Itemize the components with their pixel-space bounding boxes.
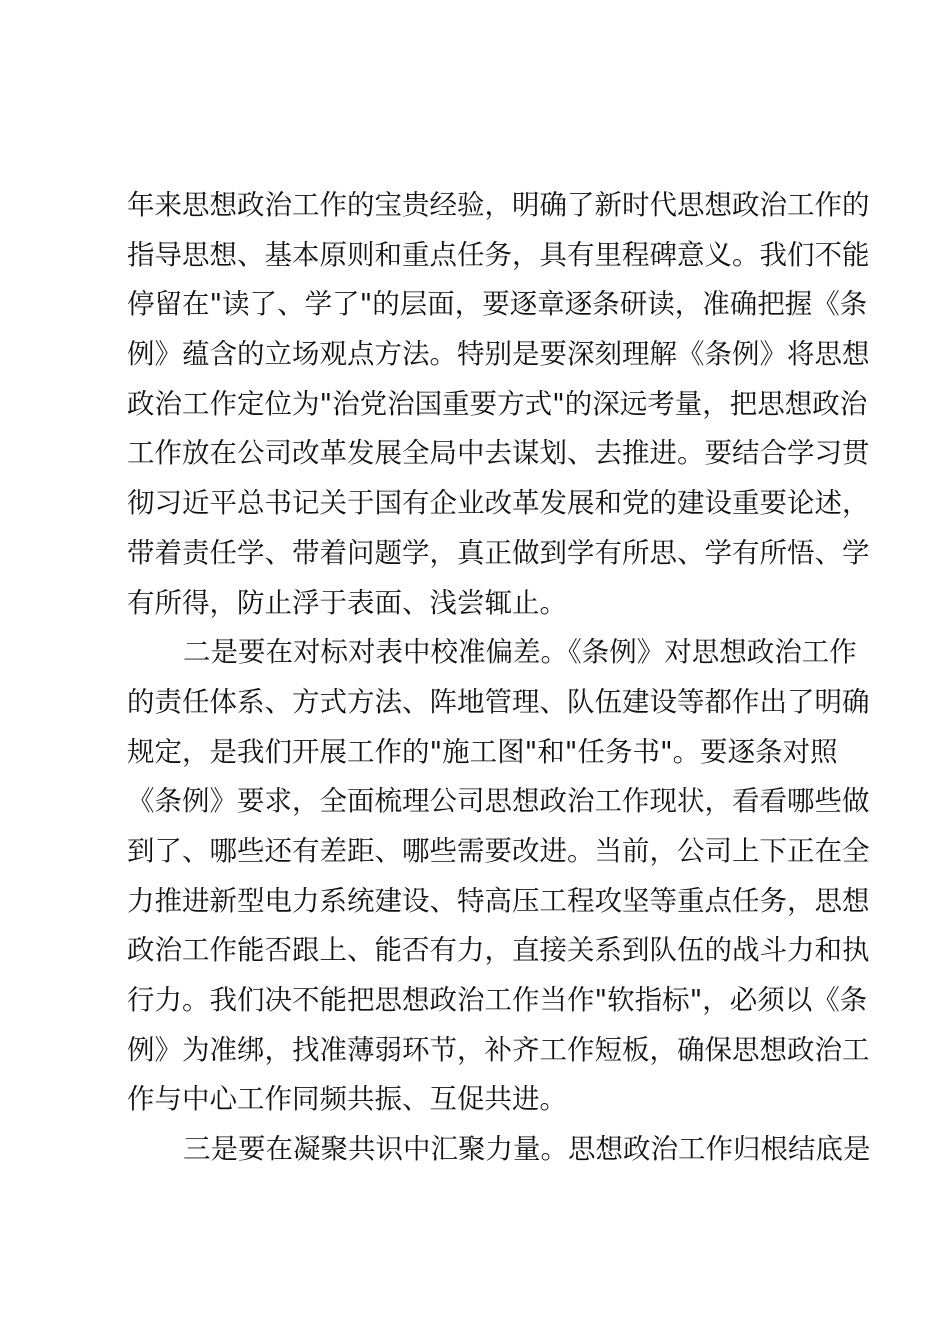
text-line: 年来思想政治工作的宝贵经验，明确了新时代思想政治工作的 — [127, 189, 870, 221]
text-line: 有所得，防止浮于表面、浅尝辄止。 — [127, 586, 567, 619]
text-line: 例》为准绑，找准薄弱环节，补齐工作短板，确保思想政治工 — [127, 1033, 870, 1066]
text-line: 作与中心工作同频共振、互促共进。 — [127, 1083, 567, 1116]
paragraph-2 — [127, 628, 870, 1125]
paragraph-1 — [127, 181, 870, 628]
text-line: 指导思想、基本原则和重点任务，具有里程碑意义。我们不能 — [127, 238, 870, 271]
text-line: 政治工作定位为"治党治国重要方式"的深远考量，把思想政治 — [127, 387, 868, 420]
text-line: 二是要在对标对表中校准偏差。《条例》对思想政治工作 — [183, 636, 857, 669]
paragraph-3 — [127, 1125, 871, 1175]
text-line: 带着责任学、带着问题学，真正做到学有所思、学有所悟、学 — [127, 536, 870, 569]
text-line: 三是要在凝聚共识中汇聚力量。思想政治工作归根结底是 — [183, 1133, 871, 1166]
text-line: 政治工作能否跟上、能否有力，直接关系到队伍的战斗力和执 — [127, 934, 870, 967]
text-line: 《条例》要求，全面梳理公司思想政治工作现状，看看哪些做 — [127, 785, 870, 818]
text-line: 彻习近平总书记关于国有企业改革发展和党的建设重要论述， — [127, 487, 870, 520]
text-line: 力推进新型电力系统建设、特高压工程攻坚等重点任务，思想 — [127, 884, 870, 917]
text-line: 停留在"读了、学了"的层面，要逐章逐条研读，准确把握《条 — [127, 288, 868, 321]
text-line: 行力。我们决不能把思想政治工作当作"软指标"，必须以《条 — [127, 984, 868, 1016]
text-line: 例》蕴含的立场观点方法。特别是要深刻理解《条例》将思想 — [127, 338, 870, 371]
text-line: 规定，是我们开展工作的"施工图"和"任务书"。要逐条对照 — [127, 735, 838, 768]
text-line: 到了、哪些还有差距、哪些需要改进。当前，公司上下正在全 — [127, 834, 870, 867]
text-line: 的责任体系、方式方法、阵地管理、队伍建设等都作出了明确 — [127, 685, 870, 718]
text-line: 工作放在公司改革发展全局中去谋划、去推进。要结合学习贯 — [127, 437, 870, 470]
document-page — [127, 181, 871, 1175]
